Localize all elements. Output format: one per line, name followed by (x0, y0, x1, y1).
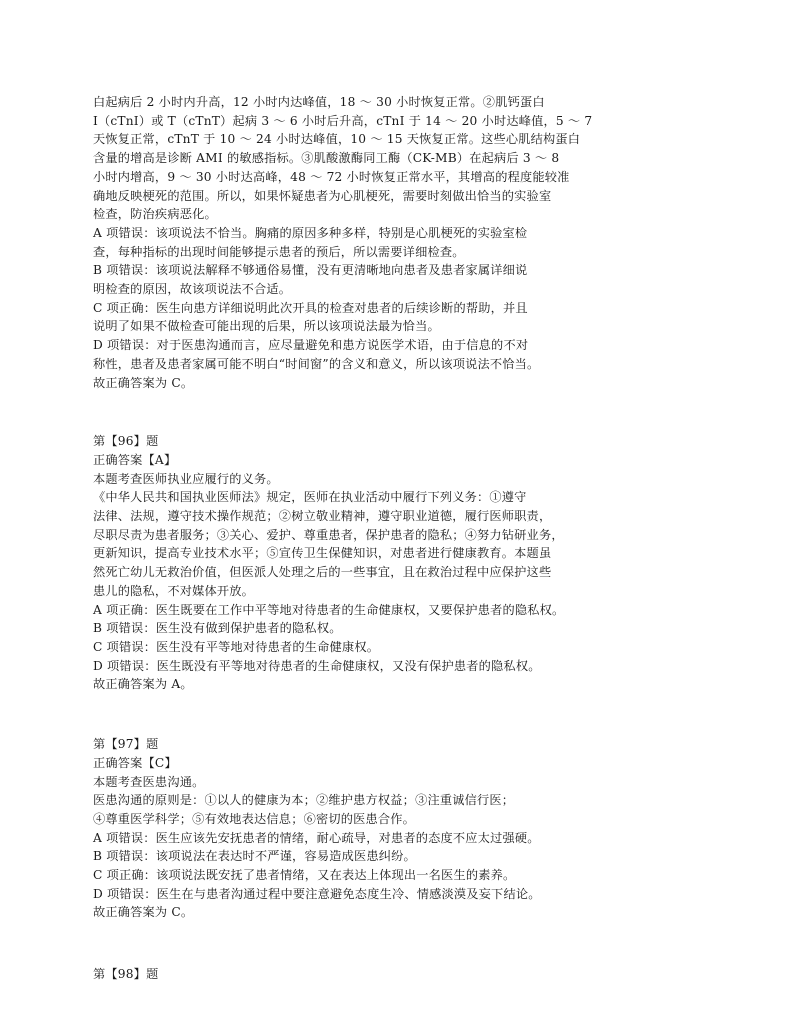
option-a-analysis: A 项错误：该项说法不恰当。胸痛的原因多种多样，特别是心肌梗死的实验室检 (93, 225, 528, 240)
text-line: 查，每种指标的出现时间能够提示患者的预后，所以需要详细检查。 (93, 244, 465, 259)
question-97-section (93, 735, 713, 922)
question-96-section (93, 432, 713, 694)
option-b-analysis: B 项错误：该项说法在表达时不严谨，容易造成医患纠纷。 (93, 849, 416, 864)
final-answer: 故正确答案为 C。 (93, 375, 194, 390)
question-number: 第【98】题 (93, 967, 159, 982)
option-a-analysis: A 项错误：医生应该先安抚患者的情绪，耐心疏导，对患者的态度不应太过强硬。 (93, 830, 540, 845)
text-line: 小时内增高，9 ～ 30 小时达高峰，48 ～ 72 小时恢复正常水平，其增高的程度能较准 (93, 169, 570, 184)
question-98-section (93, 965, 713, 984)
document-page (93, 93, 713, 984)
text-line: 《中华人民共和国执业医师法》规定，医师在执业活动中履行下列义务：①遵守 (93, 490, 527, 505)
option-b-analysis: B 项错误：该项说法解释不够通俗易懂，没有更清晰地向患者及患者家属详细说 (93, 263, 528, 278)
text-line: 法律、法规，遵守技术操作规范；②树立敬业精神，遵守职业道德，履行医师职责， (93, 509, 552, 524)
text-line: 然死亡幼儿无救治价值，但医派人处理之后的一些事宜，且在救治过程中应保护这些 (93, 565, 552, 580)
option-a-analysis: A 项正确：医生既要在工作中平等地对待患者的生命健康权，又要保护患者的隐私权。 (93, 602, 565, 617)
option-d-analysis: D 项错误：对于医患沟通而言，应尽量避免和患方说医学术语，由于信息的不对 (93, 338, 529, 353)
text-line: 明检查的原因，故该项说法不合适。 (93, 282, 292, 297)
text-line: 确地反映梗死的范围。所以，如果怀疑患者为心肌梗死，需要时刻做出恰当的实验室 (93, 188, 552, 203)
option-d-analysis: D 项错误：医生在与患者沟通过程中要注意避免态度生冷、情感淡漠及妄下结论。 (93, 886, 541, 901)
text-line: 白起病后 2 小时内升高，12 小时内达峰值，18 ～ 30 小时恢复正常。②肌钙蛋白 (93, 95, 545, 109)
question-number: 第【96】题 (93, 434, 159, 449)
final-answer: 故正确答案为 A。 (93, 677, 193, 692)
text-line: 患儿的隐私，不对媒体开放。 (93, 583, 255, 598)
text-line: I（cTnI）或 T（cTnT）起病 3 ～ 6 小时后升高，cTnI 于 14 ～ 20 小时达峰值，5 ～ 7 (93, 113, 593, 128)
correct-answer: 正确答案【C】 (93, 755, 177, 770)
text-line: 本题考查医师执业应履行的义务。 (93, 471, 279, 486)
answer-explanation-95-continued (93, 93, 713, 392)
text-line: 检查，防治疾病恶化。 (93, 207, 217, 222)
text-line: 含量的增高是诊断 AMI 的敏感指标。③肌酸激酶同工酶（CK-MB）在起病后 3 ～ 8 (93, 151, 560, 166)
text-line: 医患沟通的原则是：①以人的健康为本；②维护患方权益；③注重诚信行医； (93, 793, 515, 808)
option-c-analysis: C 项正确：医生向患方详细说明此次开具的检查对患者的后续诊断的帮助，并且 (93, 300, 528, 315)
text-line: 说明了如果不做检查可能出现的后果，所以该项说法最为恰当。 (93, 319, 440, 334)
text-line: 本题考查医患沟通。 (93, 774, 205, 789)
final-answer: 故正确答案为 C。 (93, 905, 194, 920)
correct-answer: 正确答案【A】 (93, 452, 177, 467)
option-c-analysis: C 项正确：该项说法既安抚了患者情绪，又在表达上体现出一名医生的素养。 (93, 868, 516, 883)
text-line: ④尊重医学科学；⑤有效地表达信息；⑥密切的医患合作。 (93, 811, 416, 826)
option-d-analysis: D 项错误：医生既没有平等地对待患者的生命健康权，又没有保护患者的隐私权。 (93, 658, 541, 673)
option-b-analysis: B 项错误：医生没有做到保护患者的隐私权。 (93, 621, 342, 636)
text-line: 称性，患者及患者家属可能不明白“时间窗”的含义和意义，所以该项说法不恰当。 (93, 356, 540, 371)
text-line: 更新知识，提高专业技术水平；⑤宣传卫生保健知识，对患者进行健康教育。本题虽 (93, 546, 552, 561)
option-c-analysis: C 项错误：医生没有平等地对待患者的生命健康权。 (93, 639, 380, 654)
text-line: 天恢复正常，cTnT 于 10 ～ 24 小时达峰值，10 ～ 15 天恢复正常。这些心肌结构蛋白 (93, 132, 581, 147)
text-line: 尽职尽责为患者服务；③关心、爱护、尊重患者，保护患者的隐私；④努力钻研业务， (93, 527, 564, 542)
question-number: 第【97】题 (93, 737, 159, 752)
